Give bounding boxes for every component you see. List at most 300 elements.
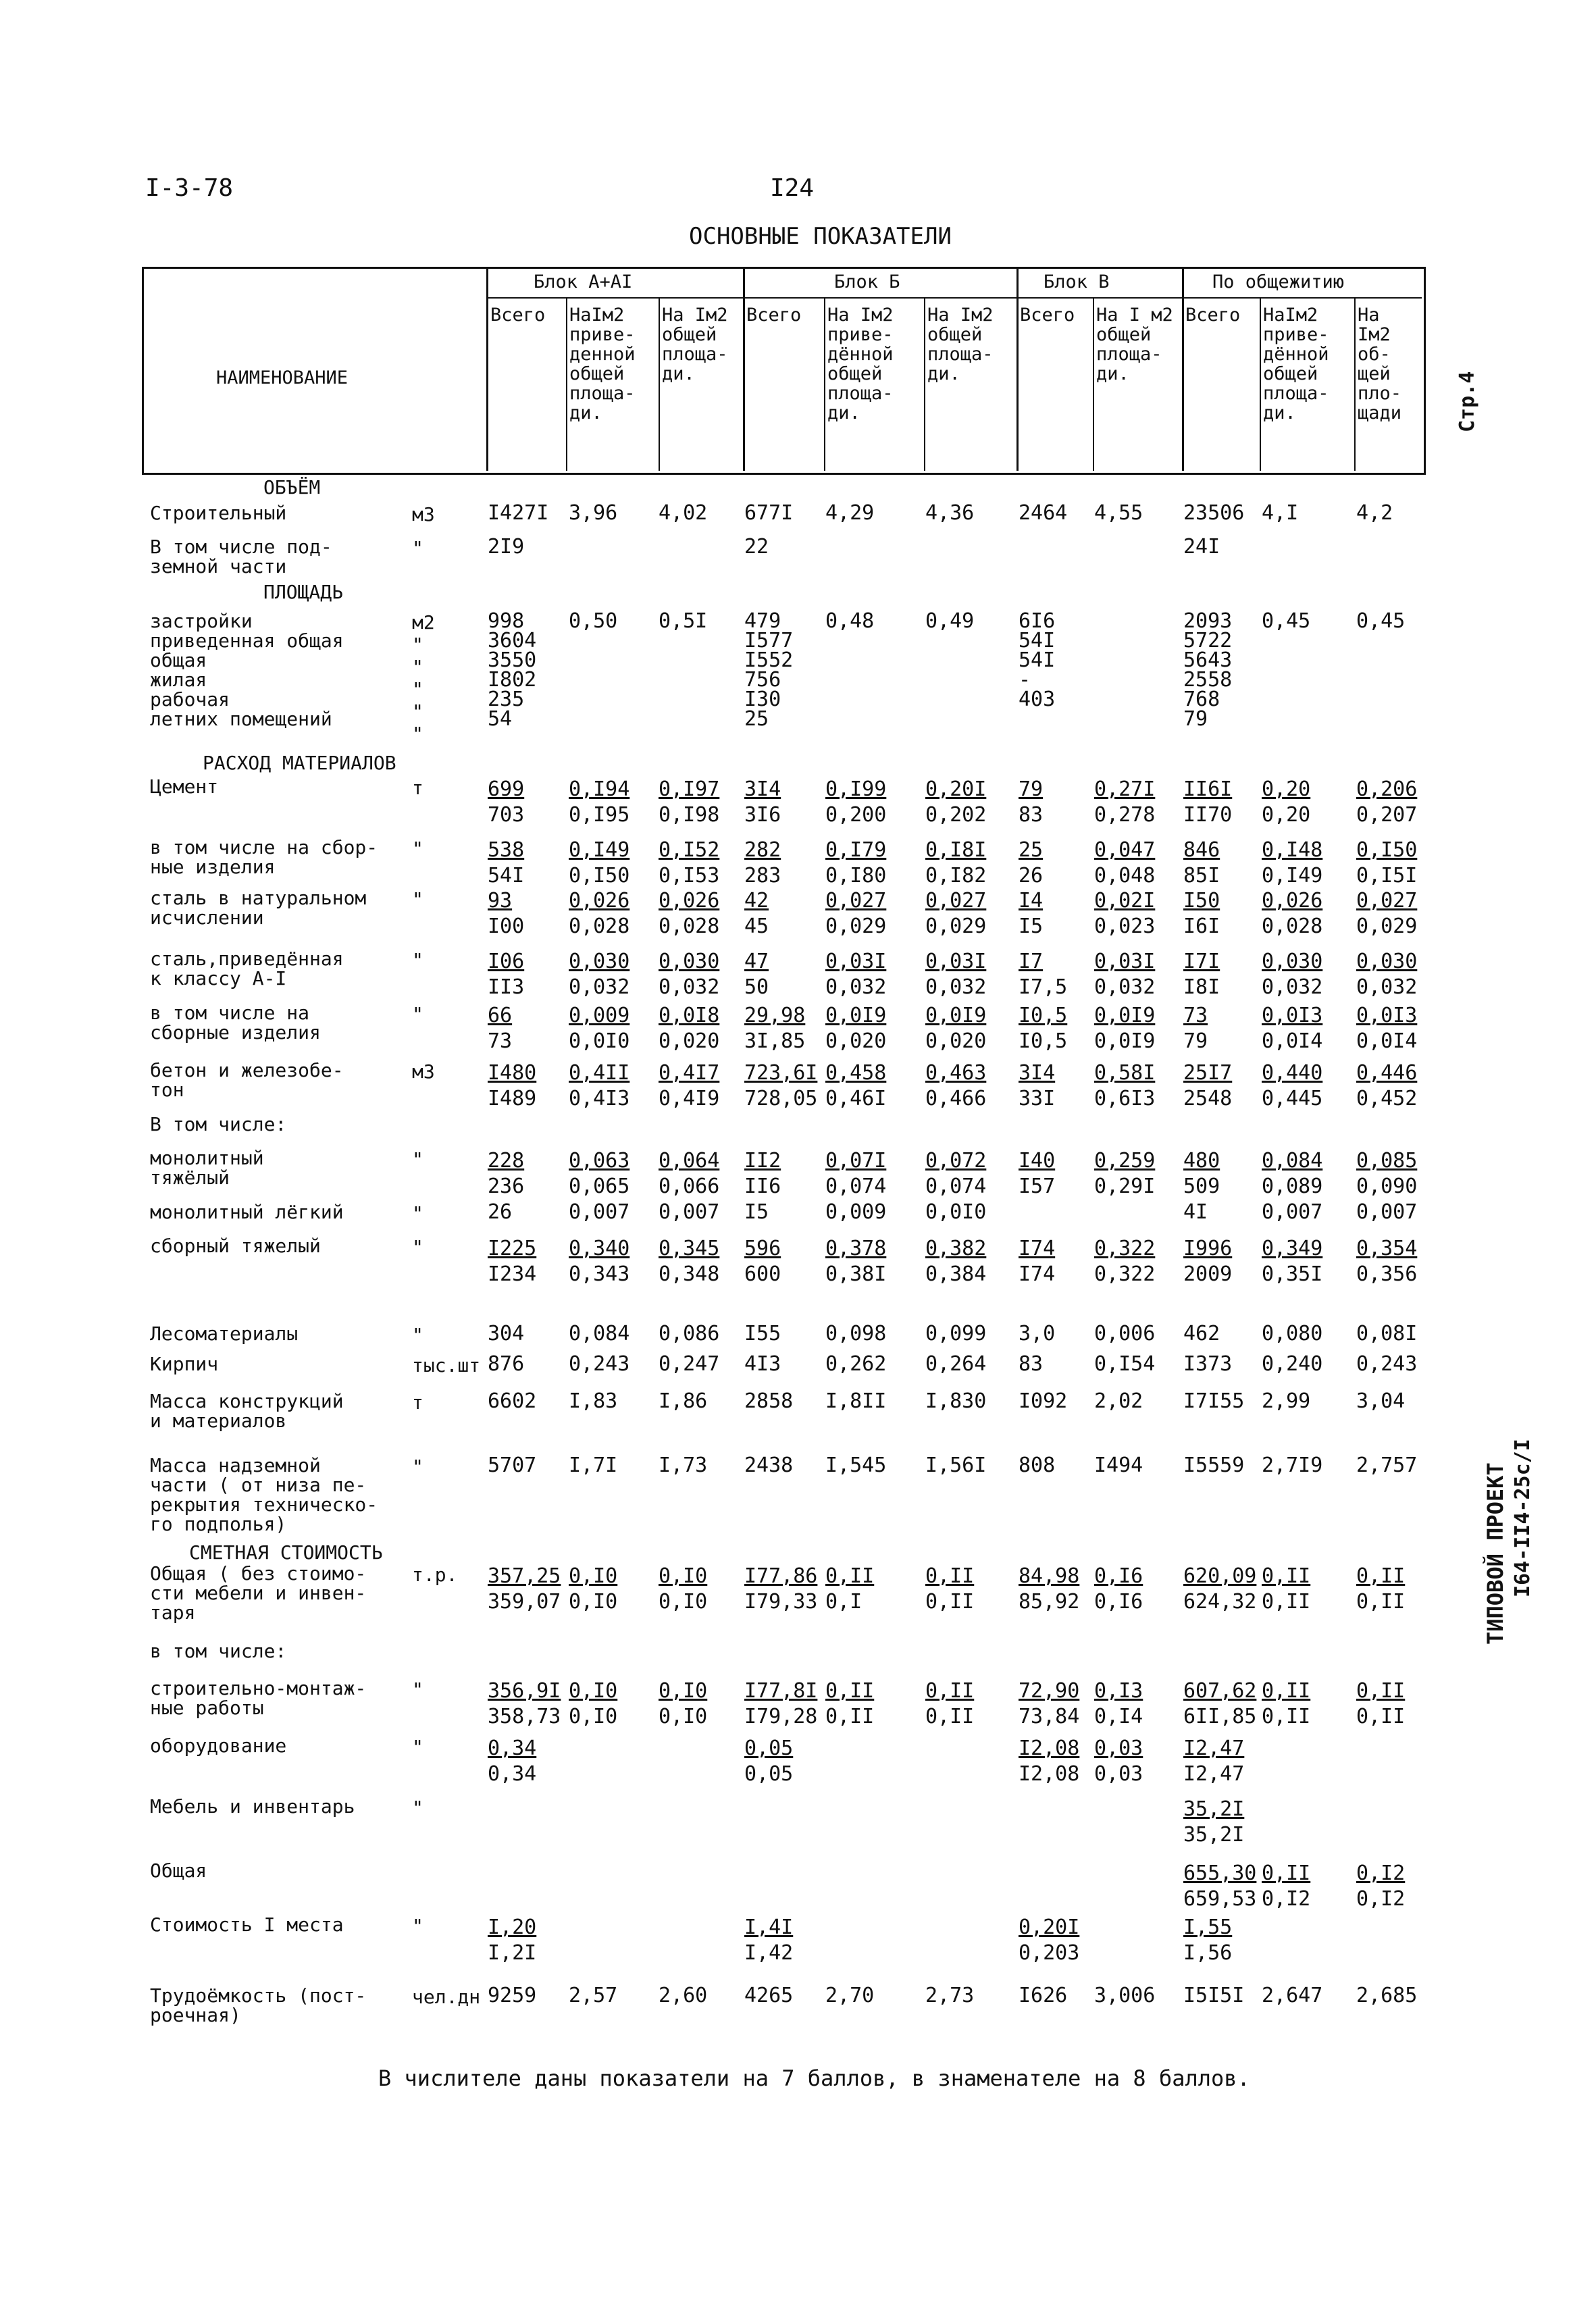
col-header: На Iм2 общей площа-ди. xyxy=(927,305,994,384)
footnote: В числителе даны показатели на 7 баллов, в знаменателе на 8 баллов. xyxy=(378,2065,1250,2091)
denominator-value: 0,II xyxy=(1262,1590,1311,1614)
table-cell xyxy=(925,838,986,889)
cell-value: 0,086 xyxy=(659,1322,720,1345)
cell-value: 2,647 xyxy=(1262,1984,1323,2007)
table-cell xyxy=(488,888,524,940)
table-cell xyxy=(1094,1148,1155,1200)
table-cell xyxy=(1356,1678,1405,1730)
denominator-value: 0,II xyxy=(925,1705,975,1728)
table-cell xyxy=(569,1564,617,1615)
table-cell xyxy=(1183,611,1232,729)
row-unit: " xyxy=(412,1003,423,1025)
table-cell xyxy=(1019,838,1043,889)
numerator-value: 25 xyxy=(1019,838,1044,862)
numerator-value: 0,4II xyxy=(569,1061,630,1085)
cell-value: 2,02 xyxy=(1094,1389,1143,1413)
numerator-value: 0,030 xyxy=(569,950,630,973)
table-cell xyxy=(569,1060,629,1112)
cell-value: 2,70 xyxy=(825,1984,875,2007)
numerator-value: 93 xyxy=(488,889,513,912)
numerator-value: 228 xyxy=(488,1149,525,1173)
row-unit: " xyxy=(412,1324,423,1346)
cell-value: I,545 xyxy=(825,1454,887,1477)
denominator-value: 0,I0 xyxy=(569,1590,618,1614)
denominator-value: 0,0I4 xyxy=(1262,1029,1323,1053)
table-cell xyxy=(569,777,629,828)
table-cell xyxy=(1262,1456,1322,1475)
cell-value: 876 xyxy=(488,1352,525,1376)
table-cell xyxy=(1094,1678,1143,1730)
section-area: ПЛОЩАДЬ xyxy=(263,581,344,603)
table-cell xyxy=(825,1678,874,1730)
col-header: На Iм2 общей площа-ди. xyxy=(662,305,728,384)
cell-value: 2464 xyxy=(1019,501,1068,525)
table-cell xyxy=(488,1678,561,1730)
denominator-value: 73 xyxy=(488,1029,513,1053)
cell-value: 2,99 xyxy=(1262,1389,1311,1413)
table-cell xyxy=(1262,1861,1310,1912)
table-cell xyxy=(1183,1915,1232,1966)
denominator-value: 0,278 xyxy=(1094,803,1156,827)
row-label: Мебель и инвентарь xyxy=(150,1795,355,1818)
denominator-value: 0,445 xyxy=(1262,1087,1323,1110)
table-cell xyxy=(744,1324,781,1343)
numerator-value: 0,026 xyxy=(569,889,630,912)
denominator-value: 0,020 xyxy=(659,1029,720,1053)
cell-value: 3,96 xyxy=(569,501,618,525)
numerator-value: 699 xyxy=(488,777,525,801)
table-cell xyxy=(1262,1986,1322,2005)
row-label: Лесоматериалы xyxy=(150,1322,299,1345)
numerator-value: 29,98 xyxy=(744,1004,806,1027)
table-cell xyxy=(1094,503,1143,523)
denominator-value: I234 xyxy=(488,1262,537,1286)
table-cell xyxy=(1019,1736,1079,1787)
table-cell xyxy=(825,611,874,631)
col-header: Всего xyxy=(746,305,802,326)
numerator-value: 0,349 xyxy=(1262,1237,1323,1260)
denominator-value: 0,032 xyxy=(659,975,720,999)
table-cell xyxy=(569,1236,629,1287)
table-cell xyxy=(744,1148,781,1200)
denominator-value: I,56 xyxy=(1183,1941,1233,1965)
row-unit: " xyxy=(412,1736,423,1758)
cell-value: I,830 xyxy=(925,1389,987,1413)
numerator-value: 0,085 xyxy=(1356,1149,1418,1173)
denominator-value: 0,029 xyxy=(825,915,887,938)
col-header: На Iм2 приве-дённой общей площа-ди. xyxy=(827,305,894,423)
denominator-value: 358,73 xyxy=(488,1705,561,1728)
denominator-value: 0,384 xyxy=(925,1262,987,1286)
table-cell xyxy=(488,777,524,828)
numerator-value: 79 xyxy=(1019,777,1044,801)
cell-value: I55 xyxy=(744,1322,781,1345)
denominator-value: 0,020 xyxy=(925,1029,987,1053)
row-unit: " xyxy=(412,1236,423,1258)
table-cell xyxy=(569,503,617,523)
denominator-value: 0,089 xyxy=(1262,1175,1323,1198)
denominator-value: 359,07 xyxy=(488,1590,561,1614)
cell-value: 6602 xyxy=(488,1389,537,1413)
table-cell xyxy=(1183,1678,1256,1730)
table-cell xyxy=(1262,1202,1322,1222)
numerator-value: 0,34 xyxy=(488,1737,537,1760)
denominator-value: I,42 xyxy=(744,1941,794,1965)
numerator-value: 0,II xyxy=(1262,1564,1311,1588)
table-cell xyxy=(1356,611,1405,631)
row-label: бетон и железобе- тон xyxy=(150,1059,344,1101)
table-cell xyxy=(925,503,974,523)
numerator-value: 356,9I xyxy=(488,1679,561,1703)
denominator-value: 3I6 xyxy=(744,803,781,827)
denominator-value: 0,I2 xyxy=(1262,1887,1311,1911)
denominator-value: 0,322 xyxy=(1094,1262,1156,1286)
denominator-value: 0,466 xyxy=(925,1087,987,1110)
numerator-value: 0,030 xyxy=(1356,950,1418,973)
table-cell xyxy=(925,888,986,940)
table-cell xyxy=(1019,1324,1055,1343)
row-label: Масса конструкций и материалов xyxy=(150,1390,344,1432)
table-cell xyxy=(1262,1148,1322,1200)
numerator-value: 0,I52 xyxy=(659,838,720,862)
numerator-value: 0,259 xyxy=(1094,1149,1156,1173)
table-cell xyxy=(488,611,536,729)
denominator-value: 0,35I xyxy=(1262,1262,1323,1286)
table-cell xyxy=(1094,1060,1155,1112)
table-cell xyxy=(1183,1736,1244,1787)
table-cell xyxy=(825,1391,886,1411)
row-unit: тыс.шт xyxy=(412,1354,481,1377)
denominator-value: 0,032 xyxy=(569,975,630,999)
denominator-value: 3I,85 xyxy=(744,1029,806,1053)
denominator-value: 0,I2 xyxy=(1356,1887,1406,1911)
numerator-value: I480 xyxy=(488,1061,537,1085)
numerator-value: 0,027 xyxy=(1356,889,1418,912)
table-cell xyxy=(659,503,707,523)
cell-value: I,86 xyxy=(659,1389,708,1413)
cell-value: 0,009 xyxy=(825,1200,887,1224)
denominator-value: 0,356 xyxy=(1356,1262,1418,1286)
denominator-value: 0,207 xyxy=(1356,803,1418,827)
numerator-value: I,55 xyxy=(1183,1916,1233,1939)
denominator-value: I6I xyxy=(1183,915,1220,938)
numerator-value: 0,II xyxy=(1356,1564,1406,1588)
row-unit: " xyxy=(412,838,423,860)
row-label: оборудование xyxy=(150,1734,287,1757)
table-cell xyxy=(1356,1456,1417,1475)
cell-value: 0,49 xyxy=(925,609,975,633)
denominator-value: I57 xyxy=(1019,1175,1056,1198)
denominator-value: I7,5 xyxy=(1019,975,1068,999)
numerator-value: 47 xyxy=(744,950,769,973)
table-cell xyxy=(488,1003,512,1054)
cell-value: 0,0I0 xyxy=(925,1200,987,1224)
table-cell xyxy=(1262,949,1322,1000)
table-cell xyxy=(1094,1354,1155,1374)
table-cell xyxy=(744,1915,793,1966)
cell-value: 462 xyxy=(1183,1322,1220,1345)
row-label: в том числе: xyxy=(150,1640,287,1662)
table-cell xyxy=(744,1986,793,2005)
table-cell xyxy=(1262,1060,1322,1112)
table-cell xyxy=(1262,888,1322,940)
denominator-value: 0,03 xyxy=(1094,1762,1143,1786)
cell-value: I,83 xyxy=(569,1389,618,1413)
denominator-value: 0,I49 xyxy=(1262,864,1323,888)
numerator-value: 0,I3 xyxy=(1094,1679,1143,1703)
row-unit: " xyxy=(412,1678,423,1701)
table-cell xyxy=(569,1678,617,1730)
denominator-value: 0,066 xyxy=(659,1175,720,1198)
side-project-label: ТИПОВОЙ ПРОЕКТ xyxy=(1483,1462,1508,1645)
denominator-value: 0,4I3 xyxy=(569,1087,630,1110)
cell-value: 4,2 xyxy=(1356,501,1393,525)
table-cell xyxy=(488,1236,536,1287)
table-cell xyxy=(1183,1391,1244,1411)
cell-value: 0,007 xyxy=(569,1200,630,1224)
denominator-value: I,2I xyxy=(488,1941,537,1965)
numerator-value: 0,072 xyxy=(925,1149,987,1173)
table-cell xyxy=(1183,1202,1208,1222)
row-label: Кирпич xyxy=(150,1353,219,1375)
numerator-value: 0,322 xyxy=(1094,1237,1156,1260)
cell-value: 304 xyxy=(488,1322,525,1345)
denominator-value: 659,53 xyxy=(1183,1887,1257,1911)
cell-value: I,8II xyxy=(825,1389,887,1413)
table-cell xyxy=(1356,1564,1405,1615)
denominator-value: 0,032 xyxy=(1356,975,1418,999)
denominator-value: 0,348 xyxy=(659,1262,720,1286)
table-cell xyxy=(925,777,986,828)
row-label: Трудоёмкость (пост- роечная) xyxy=(150,1984,367,2026)
numerator-value: 0,340 xyxy=(569,1237,630,1260)
numerator-value: 0,I6 xyxy=(1094,1564,1143,1588)
row-unit: м2 " " " " " xyxy=(412,611,435,745)
cell-value: 0,45 xyxy=(1262,609,1311,633)
row-label: застройки приведенная общая общая жилая рабочая летних помещений xyxy=(150,610,344,730)
denominator-value: 85I xyxy=(1183,864,1220,888)
table-cell xyxy=(744,777,781,828)
numerator-value: I77,8I xyxy=(744,1679,818,1703)
table-cell xyxy=(744,611,793,729)
numerator-value: I,4I xyxy=(744,1916,794,1939)
table-cell xyxy=(825,1324,886,1343)
row-unit: чел.дн xyxy=(412,1986,481,2008)
table-cell xyxy=(659,1060,719,1112)
row-unit: " xyxy=(412,1148,423,1171)
table-cell xyxy=(659,1003,719,1054)
denominator-value: 0,46I xyxy=(825,1087,887,1110)
cell-value: 0,007 xyxy=(1356,1200,1418,1224)
table-cell xyxy=(488,1202,512,1222)
denominator-value: 0,029 xyxy=(1356,915,1418,938)
cell-value: 0,098 xyxy=(825,1322,887,1345)
table-cell xyxy=(1356,1148,1417,1200)
table-cell xyxy=(488,1324,524,1343)
cell-value: 83 xyxy=(1019,1352,1044,1376)
denominator-value: 0,0I9 xyxy=(1094,1029,1156,1053)
table-cell xyxy=(1019,1003,1067,1054)
cell-value: 0,I54 xyxy=(1094,1352,1156,1376)
table-cell xyxy=(659,1986,707,2005)
table-cell xyxy=(1019,777,1043,828)
denominator-value: 728,05 xyxy=(744,1087,818,1110)
row-unit: т xyxy=(412,777,423,799)
table-cell xyxy=(825,1564,874,1615)
document-code: I-3-78 xyxy=(145,174,234,202)
numerator-value: 0,05 xyxy=(744,1737,794,1760)
denominator-value: 0,029 xyxy=(925,915,987,938)
cell-value: 4,02 xyxy=(659,501,708,525)
table-cell xyxy=(1019,1986,1067,2005)
numerator-value: 0,20I xyxy=(1019,1916,1080,1939)
cell-value: 808 xyxy=(1019,1454,1056,1477)
group-total: По общежитию xyxy=(1212,272,1345,292)
table-cell xyxy=(569,949,629,1000)
denominator-value: 0,032 xyxy=(925,975,987,999)
cell-value: 4,55 xyxy=(1094,501,1143,525)
table-cell xyxy=(925,1060,986,1112)
table-cell xyxy=(1094,1564,1143,1615)
numerator-value: 0,02I xyxy=(1094,889,1156,912)
denominator-value: 0,II xyxy=(1262,1705,1311,1728)
table-cell xyxy=(1183,1564,1256,1615)
table-cell xyxy=(1019,1060,1055,1112)
table-cell xyxy=(1094,1324,1155,1343)
cell-value: 0,262 xyxy=(825,1352,887,1376)
table-cell xyxy=(659,1324,719,1343)
cell-value: I626 xyxy=(1019,1984,1068,2007)
table-cell xyxy=(659,1391,707,1411)
table-cell xyxy=(569,1148,629,1200)
cell-value: 998 3604 3550 I802 235 54 xyxy=(488,609,537,731)
table-cell xyxy=(488,1915,536,1966)
table-cell xyxy=(1262,777,1310,828)
table-cell xyxy=(1183,1861,1256,1912)
row-label: Стоимость I места xyxy=(150,1913,344,1936)
cell-value: I494 xyxy=(1094,1454,1143,1477)
numerator-value: 0,084 xyxy=(1262,1149,1323,1173)
denominator-value: 509 xyxy=(1183,1175,1220,1198)
numerator-value: 0,II xyxy=(925,1679,975,1703)
denominator-value: II70 xyxy=(1183,803,1233,827)
row-unit: " xyxy=(412,1915,423,1937)
table-cell xyxy=(825,1456,886,1475)
cell-value: 2,757 xyxy=(1356,1454,1418,1477)
denominator-value: 0,0I4 xyxy=(1356,1029,1418,1053)
table-cell xyxy=(569,611,617,631)
col-line xyxy=(1354,297,1356,471)
cell-value: 0,007 xyxy=(659,1200,720,1224)
table-cell xyxy=(1183,1797,1244,1848)
cell-value: 0,5I xyxy=(659,609,708,633)
table-cell xyxy=(659,1678,707,1730)
numerator-value: 0,0I8 xyxy=(659,1004,720,1027)
group-block-a: Блок А+АI xyxy=(534,272,633,292)
table-cell xyxy=(569,1456,617,1475)
table-cell xyxy=(744,1456,793,1475)
cell-value: 2438 xyxy=(744,1454,794,1477)
cell-value: I092 xyxy=(1019,1389,1068,1413)
numerator-value: 0,I2 xyxy=(1356,1861,1406,1885)
denominator-value: 0,200 xyxy=(825,803,887,827)
row-unit: т xyxy=(412,1391,423,1414)
row-label: монолитный лёгкий xyxy=(150,1201,344,1223)
denominator-value: 26 xyxy=(1019,864,1044,888)
cell-value: I5559 xyxy=(1183,1454,1245,1477)
denominator-value: 2009 xyxy=(1183,1262,1233,1286)
table-cell xyxy=(925,1391,986,1411)
row-label: сталь,приведённая к классу А-I xyxy=(150,948,344,989)
side-page-label: Стр.4 xyxy=(1456,371,1479,432)
numerator-value: 0,0I9 xyxy=(925,1004,987,1027)
table-cell xyxy=(1183,1060,1232,1112)
denominator-value: 0,II xyxy=(925,1590,975,1614)
denominator-value: 0,I95 xyxy=(569,803,630,827)
numerator-value: 25I7 xyxy=(1183,1061,1233,1085)
numerator-value: 0,03 xyxy=(1094,1737,1143,1760)
table-cell xyxy=(488,1354,524,1374)
cell-value: 6I6 54I 54I - 403 xyxy=(1019,609,1056,711)
table-cell xyxy=(1183,1236,1232,1287)
table-cell xyxy=(925,1564,974,1615)
numerator-value: 0,378 xyxy=(825,1237,887,1260)
numerator-value: 0,446 xyxy=(1356,1061,1418,1085)
denominator-value: I489 xyxy=(488,1087,537,1110)
table-cell xyxy=(825,838,886,889)
cell-value: 0,247 xyxy=(659,1352,720,1376)
denominator-value: II3 xyxy=(488,975,525,999)
table-cell xyxy=(659,949,719,1000)
denominator-value: 0,I0 xyxy=(569,1705,618,1728)
cell-value: 22 xyxy=(744,535,769,559)
table-cell xyxy=(1094,1003,1155,1054)
numerator-value: 0,I99 xyxy=(825,777,887,801)
numerator-value: 0,440 xyxy=(1262,1061,1323,1085)
cell-value: I373 xyxy=(1183,1352,1233,1376)
denominator-value: 73,84 xyxy=(1019,1705,1080,1728)
table-cell xyxy=(744,1202,769,1222)
numerator-value: 538 xyxy=(488,838,525,862)
numerator-value: 66 xyxy=(488,1004,513,1027)
page-number: I24 xyxy=(770,174,815,202)
row-unit: " xyxy=(412,949,423,971)
table-cell xyxy=(488,838,524,889)
table-cell xyxy=(744,537,769,557)
denominator-value: 0,343 xyxy=(569,1262,630,1286)
col-line xyxy=(824,297,825,471)
cell-value: 2,57 xyxy=(569,1984,618,2007)
table-cell xyxy=(1019,1148,1055,1200)
cell-value: 2858 xyxy=(744,1389,794,1413)
table-cell xyxy=(1094,1986,1155,2005)
table-cell xyxy=(1183,503,1244,523)
table-cell xyxy=(659,1354,719,1374)
denominator-value: 0,I4 xyxy=(1094,1705,1143,1728)
table-cell xyxy=(925,1236,986,1287)
cell-value: 2,60 xyxy=(659,1984,708,2007)
denominator-value: 33I xyxy=(1019,1087,1056,1110)
table-cell xyxy=(925,1354,986,1374)
numerator-value: 0,030 xyxy=(659,950,720,973)
table-cell xyxy=(1356,1354,1417,1374)
cell-value: 479 I577 I552 756 I30 25 xyxy=(744,609,794,731)
cell-value: 2,73 xyxy=(925,1984,975,2007)
numerator-value: 607,62 xyxy=(1183,1679,1257,1703)
denominator-value: 0,065 xyxy=(569,1175,630,1198)
table-cell xyxy=(569,1003,629,1054)
denominator-value: I74 xyxy=(1019,1262,1056,1286)
